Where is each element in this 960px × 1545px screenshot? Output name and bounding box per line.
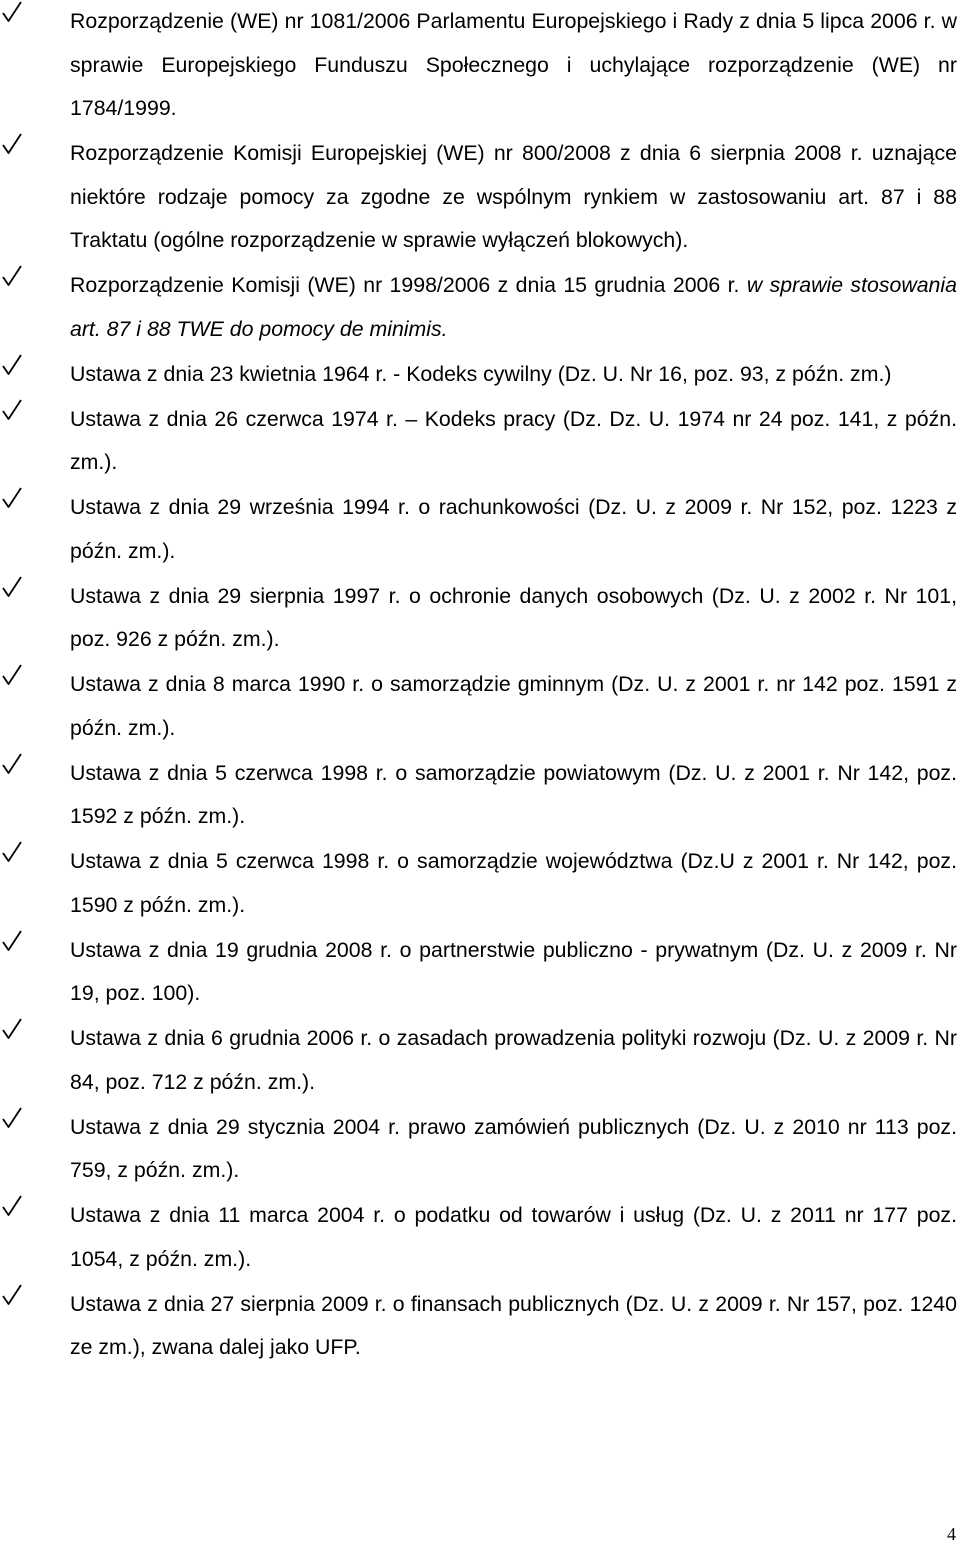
list-item bbox=[0, 840, 960, 927]
checkmark-icon bbox=[2, 1106, 22, 1130]
checkmark-icon bbox=[2, 1017, 22, 1041]
list-item-text: Ustawa z dnia 29 sierpnia 1997 r. o ochronie danych osobowych (Dz. U. z 2002 r. Nr 101, poz. 926 z późn. zm.). bbox=[70, 583, 957, 651]
checkmark-icon bbox=[2, 575, 22, 599]
list-item-text: Ustawa z dnia 11 marca 2004 r. o podatku od towarów i usług (Dz. U. z 2011 nr 177 poz. 1054, z późn. zm.). bbox=[70, 1203, 957, 1271]
list-item bbox=[0, 486, 960, 573]
list-item bbox=[0, 1017, 960, 1104]
list-item bbox=[0, 575, 960, 662]
checkmark-icon bbox=[2, 398, 22, 422]
list-item-text: Ustawa z dnia 6 grudnia 2006 r. o zasadach prowadzenia polityki rozwoju (Dz. U. z 2009 r. Nr 84, poz. 712 z późn. zm.). bbox=[70, 1026, 957, 1094]
list-item-text: Ustawa z dnia 5 czerwca 1998 r. o samorządzie województwa (Dz.U z 2001 r. Nr 142, poz. 1590 z późn. zm.). bbox=[70, 849, 957, 917]
list-item-text: Ustawa z dnia 27 sierpnia 2009 r. o finansach publicznych (Dz. U. z 2009 r. Nr 157, poz. 1240 ze zm.), zwana dalej jako UFP. bbox=[70, 1291, 957, 1359]
list-item-text: Ustawa z dnia 29 września 1994 r. o rachunkowości (Dz. U. z 2009 r. Nr 152, poz. 1223 z późn. zm.). bbox=[70, 495, 957, 563]
list-item-italic-text: w sprawie stosowania art. 87 i 88 TWE do pomocy de minimis. bbox=[70, 273, 957, 341]
page-number: 4 bbox=[947, 1524, 956, 1544]
checkmark-icon bbox=[2, 1194, 22, 1218]
checkmark-icon bbox=[2, 840, 22, 864]
list-item bbox=[0, 752, 960, 839]
list-item bbox=[0, 663, 960, 750]
list-item-text: Rozporządzenie Komisji (WE) nr 1998/2006 z dnia 15 grudnia 2006 r. bbox=[70, 273, 740, 297]
list-item-text: Ustawa z dnia 26 czerwca 1974 r. – Kodeks pracy (Dz. Dz. U. 1974 nr 24 poz. 141, z późn. zm.). bbox=[70, 406, 957, 474]
list-item-text: Ustawa z dnia 19 grudnia 2008 r. o partnerstwie publiczno - prywatnym (Dz. U. z 2009 r. Nr 19, poz. 100). bbox=[70, 937, 957, 1005]
list-item bbox=[0, 1194, 960, 1281]
checkmark-icon bbox=[2, 264, 22, 288]
checkmark-icon bbox=[2, 752, 22, 776]
list-item-text: Ustawa z dnia 29 stycznia 2004 r. prawo zamówień publicznych (Dz. U. z 2010 nr 113 poz. 759, z późn. zm.). bbox=[70, 1114, 957, 1182]
list-item-text: Ustawa z dnia 8 marca 1990 r. o samorządzie gminnym (Dz. U. z 2001 r. nr 142 poz. 1591 z późn. zm.). bbox=[70, 672, 957, 740]
list-item bbox=[0, 0, 960, 131]
list-item bbox=[0, 1106, 960, 1193]
checkmark-icon bbox=[2, 486, 22, 510]
list-item-text: Rozporządzenie Komisji Europejskiej (WE) nr 800/2008 z dnia 6 sierpnia 2008 r. uznające niektóre rodzaje pomocy za zgodne ze wspólnym rynkiem w zastosowaniu art. 87 i 88 Traktatu (ogólne rozporządzenie w sprawie wyłączeń blokowych). bbox=[70, 141, 957, 252]
checkmark-icon bbox=[2, 1283, 22, 1307]
checkmark-icon bbox=[2, 353, 22, 377]
checkmark-icon bbox=[2, 929, 22, 953]
checkmark-icon bbox=[2, 132, 22, 156]
checkmark-icon bbox=[2, 0, 22, 24]
checkmark-icon bbox=[2, 663, 22, 687]
list-item bbox=[0, 398, 960, 485]
list-item-text: Rozporządzenie (WE) nr 1081/2006 Parlamentu Europejskiego i Rady z dnia 5 lipca 2006 r. w sprawie Europejskiego Funduszu Społecznego i uchylające rozporządzenie (WE) nr 1784/1999. bbox=[70, 9, 957, 120]
list-item bbox=[0, 132, 960, 263]
list-item-text: Ustawa z dnia 5 czerwca 1998 r. o samorządzie powiatowym (Dz. U. z 2001 r. Nr 142, poz. 1592 z późn. zm.). bbox=[70, 760, 957, 828]
list-item bbox=[0, 1283, 960, 1370]
list-item bbox=[0, 353, 960, 397]
list-item bbox=[0, 929, 960, 1016]
list-item-text: Ustawa z dnia 23 kwietnia 1964 r. - Kodeks cywilny (Dz. U. Nr 16, poz. 93, z późn. zm.) bbox=[70, 361, 892, 386]
list-item bbox=[0, 264, 960, 351]
